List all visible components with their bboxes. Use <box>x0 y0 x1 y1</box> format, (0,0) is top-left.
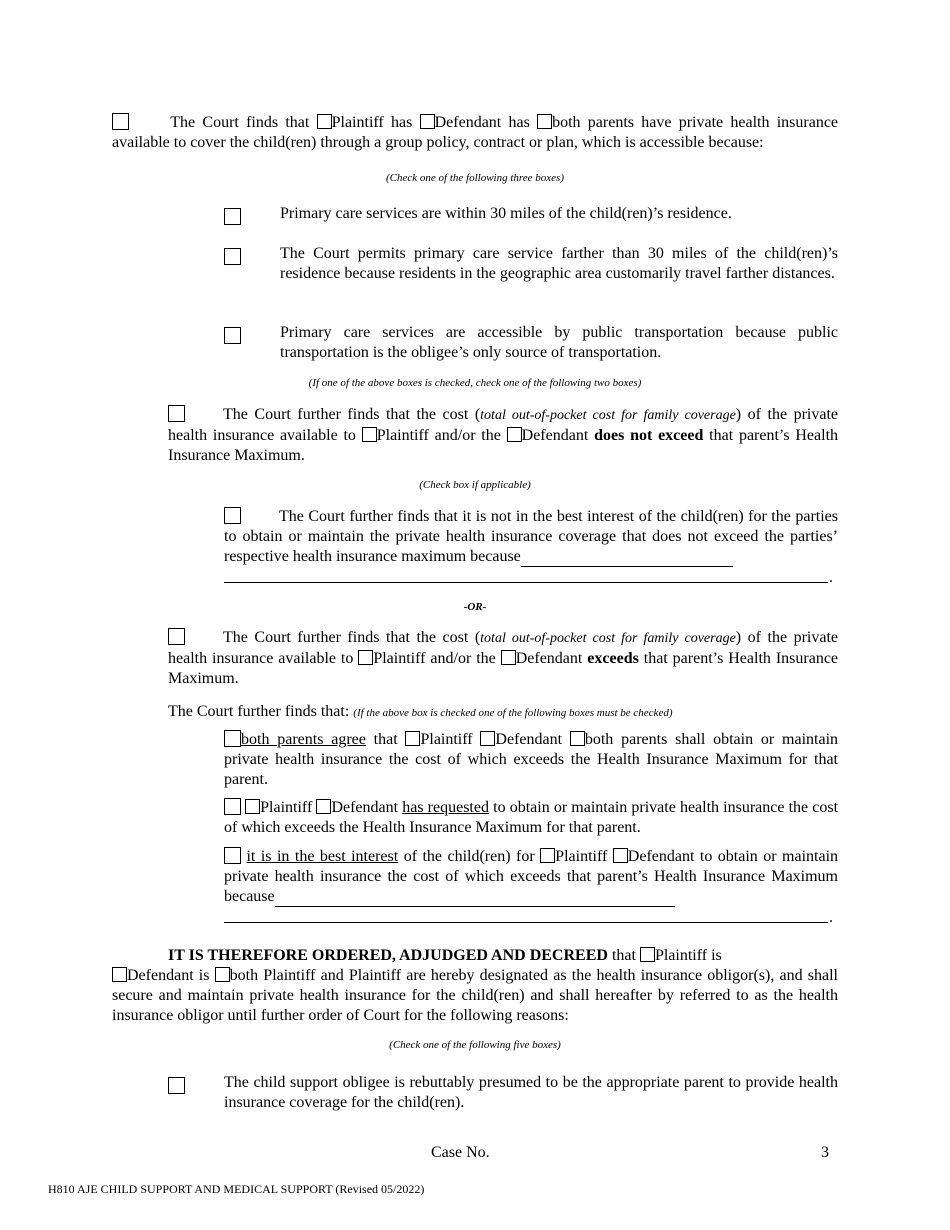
sub-option-has-requested <box>224 798 838 838</box>
instruction-note-two-boxes: (If one of the above boxes is checked, check one of the following two boxes) <box>308 377 642 389</box>
finding-private-insurance-checkbox[interactable] <box>112 113 129 130</box>
exceeds-plaintiff-checkbox[interactable] <box>358 650 373 665</box>
finding-text: The Court finds that <box>170 114 310 131</box>
has-requested-text: to obtain or maintain private health insurance the cost of which exceeds the Health Insurance Maximum for that parent. <box>224 799 839 836</box>
cost-defendant-label: Defendant <box>521 427 589 444</box>
order-paragraph <box>112 946 838 1026</box>
form-identifier: H810 AJE CHILD SUPPORT AND MEDICAL SUPPORT (Revised 05/2022) <box>48 1182 425 1196</box>
best-interest-checkbox[interactable] <box>224 847 241 864</box>
has-requested-checkbox[interactable] <box>224 798 241 815</box>
both-agree-text: both parents shall obtain or maintain private health insurance the cost of which exceeds the Health Insurance Maximum for that parent. <box>224 731 839 788</box>
both-agree-plaintiff-checkbox[interactable] <box>405 731 420 746</box>
both-agree-defendant-checkbox[interactable] <box>480 731 495 746</box>
best-interest-text-1: of the child(ren) for <box>403 848 535 865</box>
order-that: that <box>611 947 636 964</box>
order-defendant-checkbox[interactable] <box>112 967 127 982</box>
option-within-30-miles-checkbox[interactable] <box>224 208 241 225</box>
cost-italic: total out-of-pocket cost for family coverage <box>480 408 736 423</box>
exceeds-text-2: ) of the private health insurance available to <box>168 629 838 667</box>
cost-text-2: ) of the private health insurance available to <box>168 406 838 444</box>
reason-blank[interactable] <box>521 552 733 567</box>
exceeds-defendant-label: Defendant <box>515 650 583 667</box>
order-plaintiff-label: Plaintiff is <box>654 947 722 964</box>
option-within-30-miles-text: Primary care services are within 30 miles of the child(ren)’s residence. <box>280 205 732 222</box>
has-requested-label: has requested <box>402 799 489 816</box>
cost-text-1: The Court further finds that the cost ( <box>223 406 481 423</box>
both-agree-plaintiff-label: Plaintiff <box>420 731 473 748</box>
further-finds-note: (If the above box is checked one of the following boxes must be checked) <box>353 707 673 719</box>
option-farther-than-30-miles-text: The Court permits primary care service farther than 30 miles of the child(ren)’s residence because residents in the geographic area customarily travel farther distances. <box>280 245 838 282</box>
finding-not-best-interest <box>224 507 838 567</box>
sub-option-both-agree <box>224 730 838 790</box>
instruction-note-three-boxes: (Check one of the following three boxes) <box>386 172 564 184</box>
best-interest-text-2: Defendant to obtain or maintain private health insurance the cost of which exceeds that parent’s Health Insurance Maximum because <box>224 848 839 905</box>
page-number: 3 <box>821 1144 829 1161</box>
exceeds-text-3: that parent’s Health Insurance Maximum. <box>168 650 839 687</box>
option-farther-than-30-miles-checkbox[interactable] <box>224 248 241 265</box>
further-finds-that <box>168 702 838 723</box>
cost-defendant-checkbox[interactable] <box>507 427 522 442</box>
best-interest-blank[interactable] <box>275 892 675 907</box>
order-defendant-label: Defendant is <box>127 967 210 984</box>
has-requested-plaintiff-checkbox[interactable] <box>245 799 260 814</box>
cost-exceeds-checkbox[interactable] <box>168 628 185 645</box>
obligee-presumed-text: The child support obligee is rebuttably presumed to be the appropriate parent to provide health insurance coverage for the child(ren). <box>224 1074 838 1111</box>
period: . <box>829 569 833 586</box>
obligee-presumed-checkbox[interactable] <box>168 1077 185 1094</box>
exceeds-defendant-checkbox[interactable] <box>501 650 516 665</box>
defendant-has-label: Defendant has <box>434 114 530 131</box>
not-best-interest-checkbox[interactable] <box>224 507 241 524</box>
exceeds-text-1: The Court further finds that the cost ( <box>223 629 481 646</box>
reason-line[interactable] <box>224 582 828 583</box>
exceeds-label: exceeds <box>587 650 639 667</box>
period-2: . <box>829 909 833 926</box>
both-agree-checkbox[interactable] <box>224 730 241 747</box>
best-interest-defendant-checkbox[interactable] <box>613 848 628 863</box>
best-interest-plaintiff-label: Plaintiff <box>555 848 608 865</box>
not-best-interest-text: The Court further finds that it is not in the best interest of the child(ren) for the parties to obtain or maintain the private health insurance coverage that does not exceed the parties’ respective health insurance maximum because <box>224 508 838 565</box>
has-requested-plaintiff-label: Plaintiff <box>260 799 313 816</box>
order-both-checkbox[interactable] <box>215 967 230 982</box>
finding-cost-exceeds <box>168 628 838 689</box>
cost-plaintiff-checkbox[interactable] <box>362 427 377 442</box>
best-interest-label: it is in the best interest <box>246 848 399 865</box>
has-requested-defendant-label: Defendant <box>331 799 399 816</box>
cost-text-3: that parent’s Health Insurance Maximum. <box>168 427 839 464</box>
further-finds-text: The Court further finds that: <box>168 703 350 720</box>
order-plaintiff-checkbox[interactable] <box>640 947 655 962</box>
finding-private-insurance <box>112 113 838 153</box>
has-requested-defendant-checkbox[interactable] <box>316 799 331 814</box>
exceeds-plaintiff-label: Plaintiff and/or the <box>373 650 496 667</box>
case-number-label: Case No. <box>431 1144 490 1161</box>
both-agree-label: both parents agree <box>241 731 366 748</box>
instruction-note-if-applicable: (Check box if applicable) <box>419 479 531 491</box>
sub-option-best-interest <box>224 847 838 907</box>
both-parents-label: both parents have private health insurance available to cover the child(ren) through a group policy, contract or plan, which is accessible because: <box>112 114 839 151</box>
finding-cost-not-exceed <box>168 405 838 466</box>
exceeds-italic: total out-of-pocket cost for family coverage <box>480 631 736 646</box>
option-public-transportation-text: Primary care services are accessible by public transportation because public transportation is the obligee’s only source of transportation. <box>280 324 838 361</box>
order-text: both Plaintiff and Plaintiff are hereby designated as the health insurance obligor(s), and shall secure and maintain private health insurance for the child(ren) and shall hereafter by referred to as the health insurance obligor until further order of Court for the following reasons: <box>112 967 838 1024</box>
option-public-transportation-checkbox[interactable] <box>224 327 241 344</box>
best-interest-plaintiff-checkbox[interactable] <box>540 848 555 863</box>
both-agree-that: that <box>373 731 398 748</box>
cost-plaintiff-label: Plaintiff and/or the <box>376 427 501 444</box>
both-agree-defendant-label: Defendant <box>495 731 563 748</box>
cost-not-exceed-checkbox[interactable] <box>168 405 185 422</box>
best-interest-line[interactable] <box>224 922 828 923</box>
plaintiff-has-checkbox[interactable] <box>317 114 332 129</box>
does-not-exceed-label: does not exceed <box>594 427 704 444</box>
order-heading: IT IS THEREFORE ORDERED, ADJUDGED AND DECREED <box>168 947 608 964</box>
instruction-note-five-boxes: (Check one of the following five boxes) <box>389 1039 561 1051</box>
or-separator: -OR- <box>463 601 487 613</box>
plaintiff-has-label: Plaintiff has <box>331 114 413 131</box>
both-agree-both-checkbox[interactable] <box>570 731 585 746</box>
both-parents-checkbox[interactable] <box>537 114 552 129</box>
defendant-has-checkbox[interactable] <box>420 114 435 129</box>
